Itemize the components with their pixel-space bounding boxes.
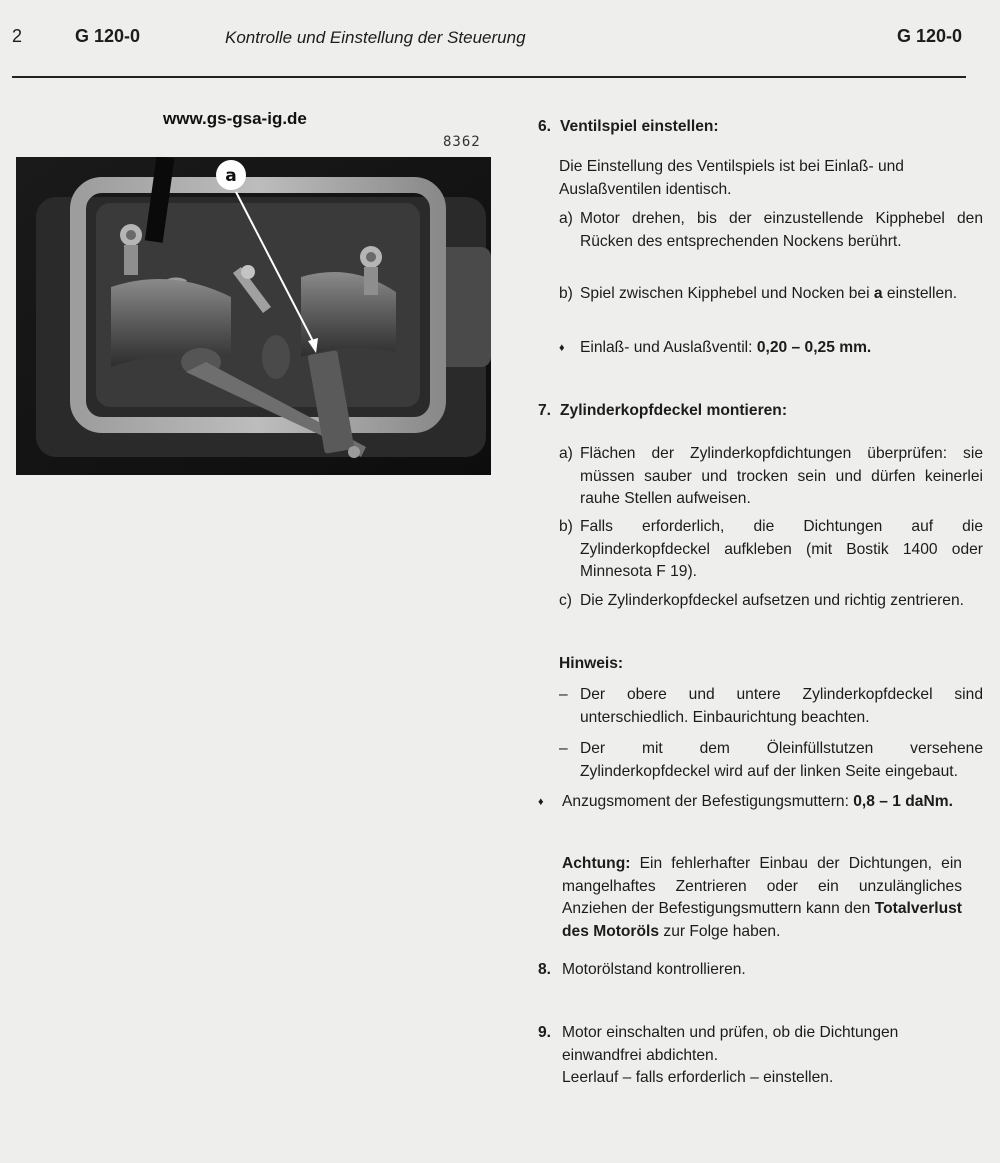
step-7-heading: 7. Zylinderkopfdeckel montieren:	[538, 402, 788, 419]
diamond-bullet-icon: ♦	[559, 342, 565, 354]
engine-photo	[16, 157, 491, 475]
step-6-item-b: b) Spiel zwischen Kipphebel und Nocken bei a einstellen.	[559, 285, 958, 302]
figure-number: 8362	[443, 134, 481, 150]
warning-text: Achtung: Ein fehlerhafter Einbau der Dichtungen, ein mangelhaftes Zentrieren oder ein unzulängliches Anziehen der Befestigungsmuttern kann den Totalverlust des Motoröls zur Folge haben.	[562, 855, 962, 940]
step-9: 9. Motor einschalten und prüfen, ob die Dichtungen einwandfrei abdichten. Leerlauf – falls erforderlich – einstellen.	[538, 1024, 899, 1086]
document-code: G 120-0	[75, 26, 141, 46]
torque-spec: ♦ Anzugsmoment der Befestigungsmuttern: 0,8 – 1 daNm.	[538, 791, 962, 814]
step-6-item-a: a) Motor drehen, bis der einzustellende Kipphebel den Rücken des entsprechenden Nockens berührt.	[559, 210, 983, 250]
note-heading: Hinweis:	[559, 655, 624, 672]
step-7-item-a: a) Flächen der Zylinderkopfdichtungen überprüfen: sie müssen sauber und trocken sein und dürfen keinerlei rauhe Stellen aufweisen.	[559, 445, 983, 507]
step-8: 8. Motorölstand kontrollieren.	[538, 961, 746, 978]
step-6-heading: 6. Ventilspiel einstellen:	[538, 118, 719, 135]
step-7-item-c: c) Die Zylinderkopfdeckel aufsetzen und richtig zentrieren.	[559, 592, 964, 609]
header-rule	[12, 76, 966, 78]
website-link[interactable]: www.gs-gsa-ig.de	[163, 109, 307, 128]
step-6-intro: Die Einstellung des Ventilspiels ist bei Einlaß- und Auslaßventilen identisch.	[559, 158, 904, 198]
page-number: 2	[12, 26, 23, 46]
step-6-bullet: ♦ Einlaß- und Auslaßventil: 0,20 – 0,25 mm.	[538, 337, 983, 360]
document-code-right: G 120-0	[896, 26, 962, 46]
figure-callout-label: a	[225, 166, 237, 186]
note-item-1: – Der obere und untere Zylinderkopfdeckel sind unterschiedlich. Einbaurichtung beachten.	[559, 686, 983, 726]
step-7-item-b: b) Falls erforderlich, die Dichtungen auf die Zylinderkopfdeckel aufkleben (mit Bostik 1400 oder Minnesota F 19).	[559, 518, 983, 580]
page-title: Kontrolle und Einstellung der Steuerung	[225, 28, 526, 47]
diamond-bullet-icon: ♦	[538, 796, 544, 808]
note-item-2: – Der mit dem Öleinfüllstutzen versehene Zylinderkopfdeckel wird auf der linken Seite eingebaut.	[559, 740, 983, 780]
